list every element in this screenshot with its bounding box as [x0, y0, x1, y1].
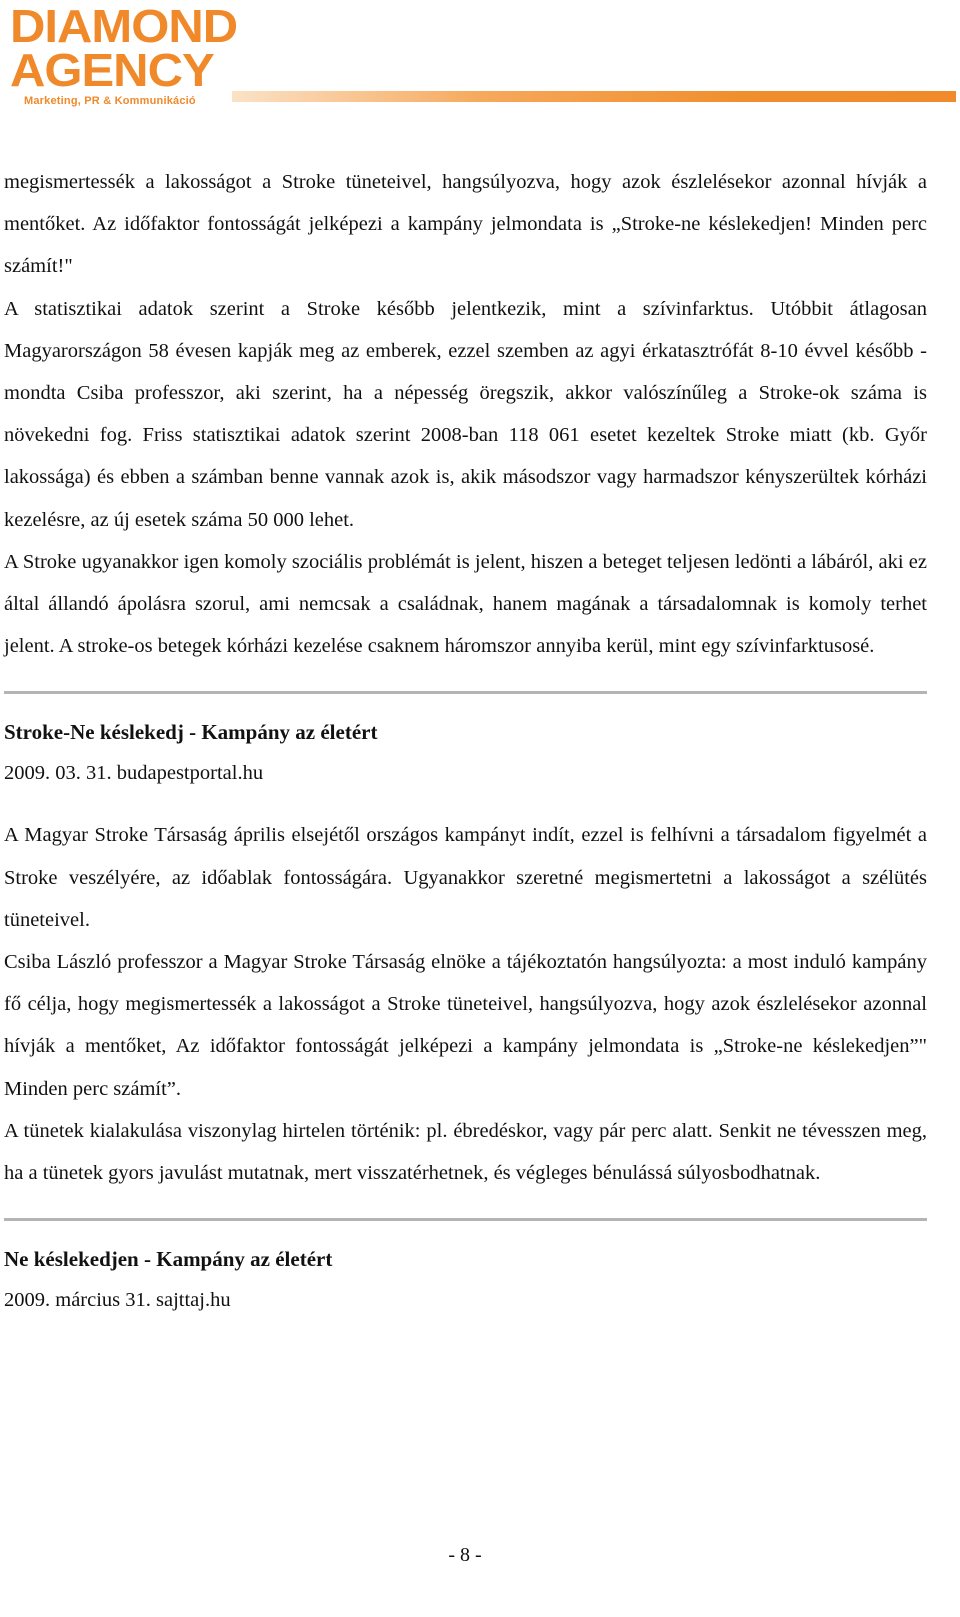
- header-gradient-bar: [232, 91, 956, 102]
- article-paragraph-1: A Magyar Stroke Társaság április elsejétől országos kampányt indít, ezzel is felhívni a társadalom figyelmét a Stroke veszélyére, az időablak fontosságára. Ugyanakkor szeretné megismertetni a lakosságot a szélütés tüneteivel.: [4, 824, 927, 931]
- article-title: Ne késlekedjen - Kampány az életért: [4, 1247, 333, 1272]
- intro-paragraph-3: A Stroke ugyanakkor igen komoly szociális problémát is jelent, hiszen a beteget teljesen ledönti a lábáról, aki ez által állandó ápolásra szorul, ami nemcsak a családnak, hanem magának a társadalomnak is komoly terhet jelent. A stroke-os betegek kórházi kezelése csaknem háromszor annyiba kerül, mint egy szívinfarktusosé.: [4, 550, 927, 658]
- article-title: Stroke-Ne késlekedj - Kampány az életért: [4, 720, 378, 745]
- logo-wordmark-agency: AGENCY: [10, 45, 214, 97]
- page-header: [0, 0, 960, 110]
- article-paragraph-2: Csiba László professzor a Magyar Stroke Társaság elnöke a tájékoztatón hangsúlyozta: a most induló kampány fő célja, hogy megismertessék a lakosságot a Stroke tüneteivel, hangsúlyozva, hogy azok észlelésekor azonnal hívják a mentőket, Az időfaktor fontosságát jelképezi a kampány jelmondata is „Stroke-ne késlekedjen”" Minden perc számít”.: [4, 951, 927, 1100]
- page-number: - 8 -: [448, 1544, 482, 1566]
- section-divider: [4, 691, 927, 694]
- intro-paragraph-1: megismertessék a lakosságot a Stroke tüneteivel, hangsúlyozva, hogy azok észlelésekor azonnal hívják a mentőket. Az időfaktor fontosságát jelképezi a kampány jelmondata is „Stroke-ne késlekedjen! Minden perc számít!": [4, 171, 927, 278]
- logo-tagline: Marketing, PR & Kommunikáció: [24, 95, 196, 107]
- article-meta: 2009. 03. 31. budapestportal.hu: [4, 762, 264, 785]
- document-body: [4, 161, 927, 1321]
- section-divider: [4, 1218, 927, 1221]
- intro-paragraph-2: A statisztikai adatok szerint a Stroke később jelentkezik, mint a szívinfarktus. Utóbbit átlagosan Magyarországon 58 évesen kapják meg az emberek, ezzel szemben az agyi érkatasztrófát 8-10 évvel később - mondta Csiba professzor, aki szerint, ha a népesség öregszik, akkor valószínűleg a Stroke-ok száma is növekedni fog. Friss statisztikai adatok szerint 2008-ban 118 061 esetet kezeltek Stroke miatt (kb. Győr lakossága) és ebben a számban benne vannak azok is, akik másodszor vagy harmadszor kényszerültek kórházi kezelésre, az új esetek száma 50 000 lehet.: [4, 297, 927, 531]
- article-paragraph-3: A tünetek kialakulása viszonylag hirtelen történik: pl. ébredéskor, vagy pár perc alatt. Senkit ne tévesszen meg, ha a tünetek gyors javulást mutatnak, mert visszatérhetnek, és végleges bénulássá súlyosbodhatnak.: [4, 1119, 927, 1185]
- spacer: [4, 794, 927, 814]
- article-meta: 2009. március 31. sajttaj.hu: [4, 1289, 231, 1312]
- logo-wordmark-diamond: DIAMOND: [10, 1, 238, 53]
